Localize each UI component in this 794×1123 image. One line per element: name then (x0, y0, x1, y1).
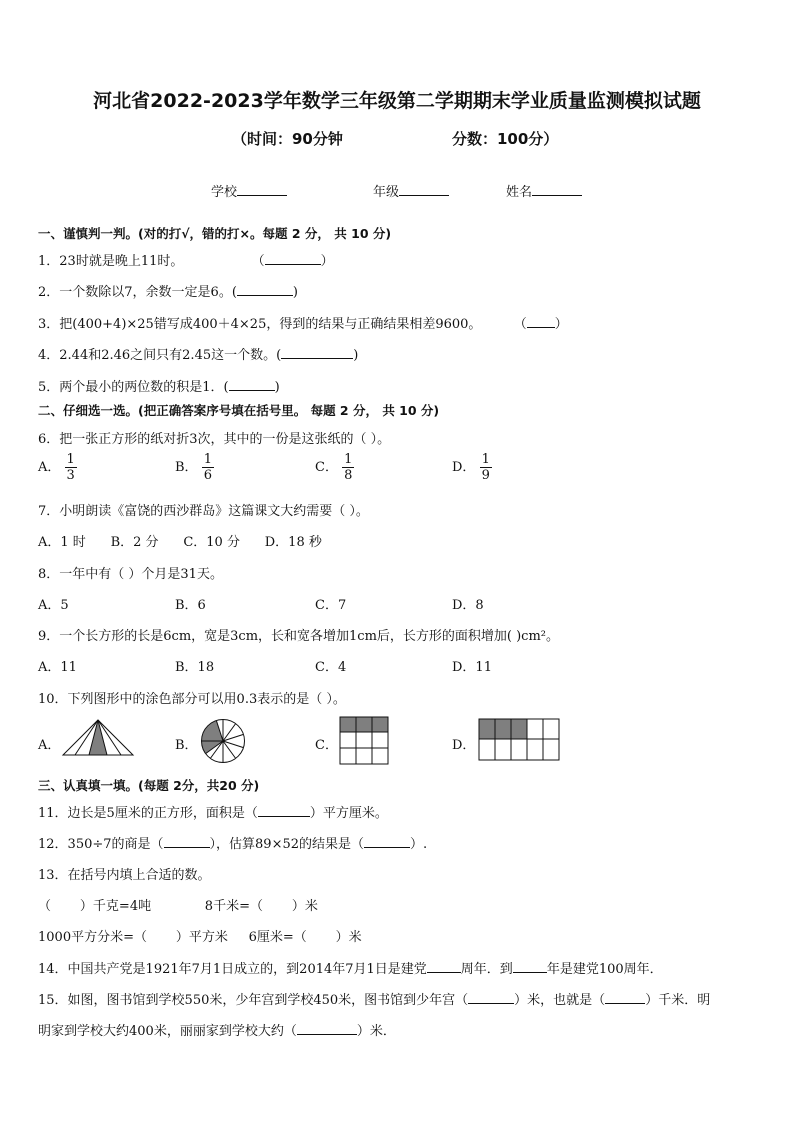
question-13: 13．在括号内填上合适的数。 (38, 868, 211, 883)
q11-answer-blank[interactable] (258, 804, 310, 817)
q2-text: 2．一个数除以7，余数一定是6。( (38, 285, 237, 300)
school-field[interactable] (211, 181, 287, 200)
question-15: 15．如图，图书馆到学校550米，少年宫到学校450米，图书馆到少年宫（ ）米，也就是（ ）千米．明 (38, 993, 711, 1008)
question-2 (38, 281, 298, 300)
question-6: 6．把一张正方形的纸对折3次，其中的一份是这张纸的（ ）。 (38, 432, 391, 447)
name-field[interactable] (506, 181, 582, 200)
q9-option-c[interactable]: C．4 (315, 660, 347, 675)
q6-option-a[interactable]: A． $\frac{1}{3}$ (38, 452, 75, 483)
section-2-heading: 二、仔细选一选。(把正确答案序号填在括号里。 每题 2 分， 共 10 分) (38, 403, 440, 418)
q10-option-d-label[interactable]: D． (452, 738, 476, 753)
q10-option-a-triangle (61, 718, 135, 758)
q9-option-b[interactable]: B．18 (175, 660, 215, 675)
q6-option-b[interactable]: B． $\frac{1}{6}$ (175, 452, 212, 483)
question-9: 9．一个长方形的长是6cm，宽是3cm，长和宽各增加1cm后，长方形的面积增加( )cm²。 (38, 629, 560, 644)
q10-option-c-label[interactable]: C． (315, 738, 338, 753)
name-label: 姓名 (506, 185, 533, 200)
q9-option-a[interactable]: A．11 (38, 660, 77, 675)
section-3-heading: 三、认真填一填。(每题 2分，共20 分) (38, 778, 260, 793)
q2-answer-blank[interactable] (237, 283, 293, 296)
q15-answer-blank-2[interactable] (605, 991, 645, 1004)
name-blank[interactable] (532, 183, 582, 196)
question-14: 14．中国共产党是1921年7月1日成立的，到2014年7月1日是建党 周年．到 年是建党100周年． (38, 962, 663, 977)
q15-answer-blank-3[interactable] (297, 1022, 357, 1035)
q1-answer-blank[interactable] (265, 252, 321, 265)
q13-line-1[interactable]: （ ）千克=4吨 8千米=（ ）米 (38, 899, 318, 914)
question-11: 11．边长是5厘米的正方形，面积是（ ）平方厘米。 (38, 806, 388, 821)
grade-label: 年级 (373, 185, 400, 200)
q7-options[interactable]: A．1 时 B．2 分 C．10 分 D．18 秒 (38, 535, 322, 550)
question-10: 10．下列图形中的涂色部分可以用0.3表示的是（ ）。 (38, 692, 346, 707)
question-12: 12．350÷7的商是（ ），估算89×52的结果是（ ）. (38, 837, 428, 852)
fraction: $\frac{1}{8}$ (344, 452, 353, 483)
q8-option-a[interactable]: A．5 (38, 598, 69, 613)
q14-answer-blank-1[interactable] (427, 960, 461, 973)
q1-close: ） (320, 254, 334, 269)
q10-option-b-label[interactable]: B． (175, 738, 198, 753)
q14-answer-blank-2[interactable] (513, 960, 547, 973)
q1-open: （ (251, 254, 265, 269)
q9-option-d[interactable]: D．11 (452, 660, 492, 675)
question-7: 7．小明朗读《富饶的西沙群岛》这篇课文大约需要（ ）。 (38, 504, 369, 519)
shaded-region (89, 720, 107, 755)
q8-option-c[interactable]: C．7 (315, 598, 347, 613)
q8-option-d[interactable]: D．8 (452, 598, 484, 613)
q4-answer-blank[interactable] (281, 346, 353, 359)
q3-open: （ (513, 317, 527, 332)
grade-blank[interactable] (399, 183, 449, 196)
exam-score: 分数：100分） (452, 130, 559, 148)
q5-answer-blank[interactable] (229, 378, 275, 391)
q10-option-d-grid (478, 718, 561, 762)
question-5 (38, 376, 280, 395)
fraction: $\frac{1}{9}$ (481, 452, 490, 483)
question-8: 8．一年中有（ ）个月是31天。 (38, 567, 223, 582)
q2-close: ) (292, 285, 298, 300)
q8-option-b[interactable]: B．6 (175, 598, 206, 613)
q10-option-b-circle (199, 717, 247, 765)
fraction: $\frac{1}{6}$ (203, 452, 212, 483)
q5-text: 5．两个最小的两位数的积是1．( (38, 380, 229, 395)
q3-text: 3．把(400+4)×25错写成400＋4×25，得到的结果与正确结果相差9600。 (38, 317, 482, 332)
q13-line-2[interactable]: 1000平方分米=（ ）平方米 6厘米=（ ）米 (38, 930, 362, 945)
fraction: $\frac{1}{3}$ (66, 452, 75, 483)
page-title: 河北省2022-2023学年数学三年级第二学期期末学业质量监测模拟试题 (93, 90, 701, 112)
q4-close: ) (353, 348, 359, 363)
question-4 (38, 344, 358, 363)
school-label: 学校 (211, 185, 238, 200)
q3-close: ） (554, 317, 568, 332)
q4-text: 4．2.44和2.46之间只有2.45这一个数。( (38, 348, 282, 363)
q10-option-c-grid (339, 716, 389, 765)
q15-answer-blank-1[interactable] (468, 991, 514, 1004)
q6-option-d[interactable]: D． $\frac{1}{9}$ (452, 452, 490, 483)
school-blank[interactable] (237, 183, 287, 196)
q1-text: 1．23时就是晚上11时。 (38, 254, 184, 269)
q12-answer-blank-2[interactable] (364, 835, 410, 848)
q12-answer-blank-1[interactable] (164, 835, 210, 848)
question-15-line-2: 明家到学校大约400米，丽丽家到学校大约（ ）米． (38, 1024, 396, 1039)
question-1 (38, 250, 334, 269)
grade-field[interactable] (373, 181, 449, 200)
exam-time: （时间：90分钟 (232, 130, 343, 148)
section-1-heading: 一、谨慎判一判。(对的打√，错的打×。每题 2 分， 共 10 分) (38, 226, 392, 241)
q5-close: ) (274, 380, 280, 395)
q6-option-c[interactable]: C． $\frac{1}{8}$ (315, 452, 353, 483)
question-3 (38, 313, 568, 332)
q3-answer-blank[interactable] (527, 315, 555, 328)
q10-option-a-label[interactable]: A． (38, 738, 61, 753)
